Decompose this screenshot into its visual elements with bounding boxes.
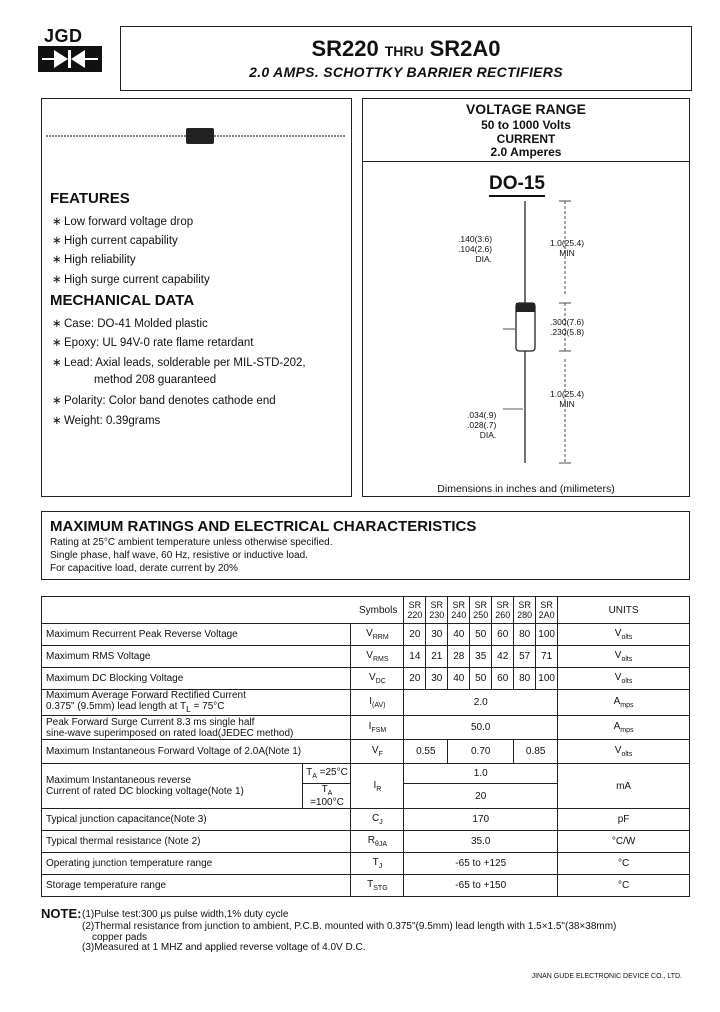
- feature-item: ∗ High current capability: [52, 235, 178, 247]
- units-header: UNITS: [558, 597, 690, 624]
- dim-body-length: .300(7.6) .230(5.8): [550, 317, 585, 337]
- current-label: CURRENT: [496, 132, 556, 146]
- dimensions-note: Dimensions in inches and (milimeters): [437, 483, 615, 495]
- table-row: Maximum Recurrent Peak Reverse Voltage $V_{RRM}$ 20 30 40 50 60 80 100 $V_{olts}$: [42, 624, 690, 646]
- mechanical-item-cont: method 208 guaranteed: [94, 374, 217, 386]
- dim-lead-diameter: .140(3.6) .104(2.6) DIA.: [458, 234, 493, 264]
- diode-logo-icon: [38, 46, 102, 72]
- table-row: Storage temperature range $T_{STG}$ -65 to +150 °C: [42, 875, 690, 897]
- rating-note: Rating at 25°C ambient temperature unless otherwise specified.: [50, 537, 333, 548]
- company-logo-text: JGD: [44, 26, 83, 46]
- features-panel: [41, 98, 352, 497]
- mechanical-item: ∗ Epoxy: UL 94V-0 rate flame retardant: [52, 337, 254, 349]
- product-subtitle: 2.0 AMPS. SCHOTTKY BARRIER RECTIFIERS: [249, 64, 563, 80]
- mechanical-item: ∗ Weight: 0.39grams: [52, 415, 161, 427]
- table-row: Maximum Instantaneous Forward Voltage of 2.0A(Note 1) $V_F$ 0.55 0.70 0.85 $V_{olts}$: [42, 740, 690, 764]
- table-row: $T_A =100^\circ C$ 20: [42, 784, 690, 809]
- package-dimension-drawing: [363, 195, 688, 485]
- notes-label: NOTE:: [41, 906, 82, 921]
- rating-note: For capacitive load, derate current by 20%: [50, 563, 238, 574]
- mechanical-item: ∗ Case: DO-41 Molded plastic: [52, 318, 208, 330]
- table-row: Maximum Average Forward Rectified Current 0.375" (9.5mm) lead length at $T_L = 75^\circ C$ $I_{(AV)}$ 2.0 $A_{mps}$: [42, 690, 690, 716]
- table-row: Maximum Instantaneous reverse Current of rated DC blocking voltage(Note 1) $T_A =25^\circ C$ $I_R$ 1.0 mA: [42, 764, 690, 784]
- table-row: Maximum RMS Voltage $V_{RMS}$ 14 21 28 35 42 57 71 $V_{olts}$: [42, 646, 690, 668]
- feature-item: ∗ High surge current capability: [52, 274, 210, 286]
- diode-drawing-icon: [42, 119, 350, 153]
- rating-note: Single phase, half wave, 60 Hz, resistive or inductive load.: [50, 550, 308, 561]
- part-header: SR 260: [492, 597, 514, 624]
- part-header: SR 280: [514, 597, 536, 624]
- voltage-range-label: VOLTAGE RANGE: [465, 101, 587, 117]
- note-item: (3)Measured at 1 MHZ and applied reverse voltage of 4.0V D.C.: [82, 942, 366, 953]
- characteristics-table: [41, 596, 690, 897]
- symbols-header: Symbols: [358, 604, 398, 616]
- part-header: SR 2A0: [536, 597, 558, 624]
- part-header: SR 240: [448, 597, 470, 624]
- mechanical-item: ∗ Lead: Axial leads, solderable per MIL-STD-202,: [52, 357, 306, 369]
- product-title: SR220 THRU SR2A0: [311, 36, 501, 61]
- features-heading: FEATURES: [50, 190, 130, 207]
- table-row: Typical junction capacitance(Note 3) $C_J$ 170 pF: [42, 809, 690, 831]
- feature-item: ∗ High reliability: [52, 254, 136, 266]
- ratings-section: [41, 511, 690, 580]
- table-header-row: [42, 597, 690, 624]
- company-footer: JINAN GUDE ELECTRONIC DEVICE CO., LTD.: [531, 973, 682, 980]
- divider: [363, 161, 689, 162]
- table-row: Typical thermal resistance (Note 2) $R_{\theta JA}$ 35.0 °C/W: [42, 831, 690, 853]
- table-row: Peak Forward Surge Current 8.3 ms single half sine-wave superimposed on rated load(JEDEC method) $I_{FSM}$ 50.0 $A_{mps}$: [42, 716, 690, 740]
- title-box: [120, 26, 692, 91]
- table-row: Maximum DC Blocking Voltage $V_{DC}$ 20 30 40 50 60 80 100 $V_{olts}$: [42, 668, 690, 690]
- table-row: Operating junction temperature range $T_J$ -65 to +125 °C: [42, 853, 690, 875]
- package-panel: [362, 98, 690, 497]
- package-name: DO-15: [489, 173, 545, 197]
- mechanical-item: ∗ Polarity: Color band denotes cathode end: [52, 395, 276, 407]
- dim-top-lead-length: 1.0(25.4) MIN: [550, 238, 585, 258]
- note-item: copper pads: [92, 932, 148, 943]
- dim-bottom-lead-length: 1.0(25.4) MIN: [550, 389, 585, 409]
- note-item: (1)Pulse test:300 μs pulse width,1% duty cycle: [82, 909, 289, 920]
- mechanical-heading: MECHANICAL DATA: [50, 292, 195, 309]
- part-header: SR 250: [470, 597, 492, 624]
- part-header: SR 220: [404, 597, 426, 624]
- feature-item: ∗ Low forward voltage drop: [52, 216, 194, 228]
- note-item: (2)Thermal resistance from junction to ambient, P.C.B. mounted with 0.375"(9.5mm) lead length with 1.5×1.5"(38×38mm): [82, 921, 617, 932]
- part-header: SR 230: [426, 597, 448, 624]
- current-value: 2.0 Amperes: [490, 145, 562, 159]
- voltage-range-value: 50 to 1000 Volts: [481, 118, 571, 132]
- dim-wire-diameter: .034(.9) .028(.7) DIA.: [467, 410, 497, 440]
- ratings-heading: MAXIMUM RATINGS AND ELECTRICAL CHARACTERISTICS: [50, 518, 477, 535]
